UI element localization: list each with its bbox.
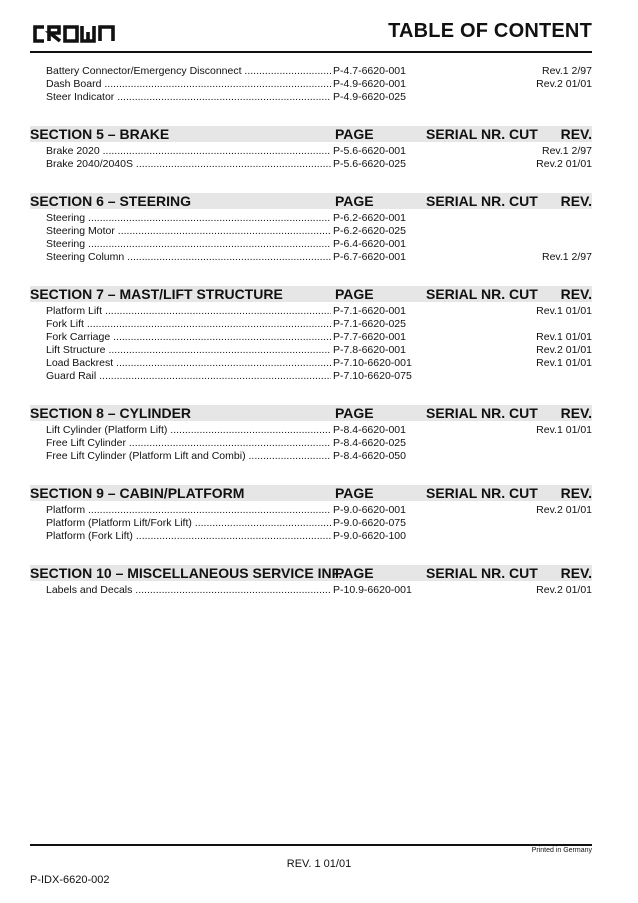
entry-name: Steering Column ..... [46,251,331,264]
entry-page: P-7.1-6620-001 [333,305,406,317]
entry-page: P-4.9-6620-001 [333,78,406,90]
toc-entry [30,91,592,104]
toc-entry [30,344,592,357]
printed-in-note: Printed in Germany [531,847,592,854]
toc-entry [30,331,592,344]
entry-page: P-5.6-6620-025 [333,158,406,170]
entry-name: Guard Rail ..... [46,370,331,383]
entry-revision: Rev.1 01/01 [536,424,592,436]
rev-column-header: REV. [560,405,592,421]
entry-revision: Rev.2 01/01 [536,78,592,90]
entry-name: Battery Connector/Emergency Disconnect ..... [46,65,331,78]
entry-page: P-6.7-6620-001 [333,251,406,263]
section-header [30,405,592,421]
entry-name: Platform (Fork Lift) ..... [46,530,331,543]
entry-revision: Rev.1 01/01 [536,331,592,343]
toc-entry [30,251,592,264]
page-column-header: PAGE [335,193,374,209]
serial-column-header: SERIAL NR. CUT [426,193,538,209]
toc-entry [30,424,592,437]
serial-column-header: SERIAL NR. CUT [426,126,538,142]
toc-entry [30,530,592,543]
toc-section [30,405,592,463]
page-column-header: PAGE [335,565,374,581]
entry-page: P-8.4-6620-050 [333,450,406,462]
entry-page: P-6.2-6620-001 [333,212,406,224]
toc-entry [30,370,592,383]
section-title: SECTION 9 – CABIN/PLATFORM [30,485,245,501]
toc-section [30,565,592,597]
toc-section [30,485,592,543]
toc-section [30,126,592,171]
entry-revision: Rev.2 01/01 [536,344,592,356]
rev-column-header: REV. [560,485,592,501]
entry-revision: Rev.1 2/97 [541,65,592,77]
entry-page: P-7.1-6620-025 [333,318,406,330]
serial-column-header: SERIAL NR. CUT [426,565,538,581]
page-column-header: PAGE [335,126,374,142]
entry-page: P-4.7-6620-001 [333,65,406,77]
page-column-header: PAGE [335,405,374,421]
entry-page: P-8.4-6620-025 [333,437,406,449]
entry-name: Fork Carriage ..... [46,331,331,344]
toc-entry [30,504,592,517]
toc-entry [30,78,592,91]
rev-column-header: REV. [560,565,592,581]
entry-name: Fork Lift ..... [46,318,331,331]
entry-name: Brake 2040/2040S ..... [46,158,331,171]
section-title: SECTION 6 – STEERING [30,193,192,209]
entry-name: Labels and Decals ..... [46,584,331,597]
toc-entry [30,145,592,158]
toc-entry [30,65,592,78]
section-header [30,126,592,142]
page-title: TABLE OF CONTENT [388,20,592,42]
entry-name: Platform (Platform Lift/Fork Lift) ..... [46,517,331,530]
entry-name: Platform Lift ..... [46,305,331,318]
top-divider [30,51,592,53]
entry-name: Lift Structure ..... [46,344,331,357]
entry-page: P-7.7-6620-001 [333,331,406,343]
toc-entry [30,305,592,318]
toc-entry [30,225,592,238]
document-code: P-IDX-6620-002 [30,874,110,886]
toc-entry [30,357,592,370]
entry-page: P-7.10-6620-001 [333,357,412,369]
entry-page: P-9.0-6620-100 [333,530,406,542]
toc-entry [30,238,592,251]
rev-column-header: REV. [560,286,592,302]
entry-revision: Rev.1 2/97 [541,145,592,157]
serial-column-header: SERIAL NR. CUT [426,485,538,501]
rev-column-header: REV. [560,193,592,209]
entry-name: Free Lift Cylinder (Platform Lift and Combi) ..... [46,450,331,463]
toc-entry [30,212,592,225]
entry-page: P-9.0-6620-075 [333,517,406,529]
toc-section [30,286,592,383]
entry-name: Steer Indicator ..... [46,91,331,104]
entry-page: P-6.2-6620-025 [333,225,406,237]
footer-revision: REV. 1 01/01 [286,858,352,870]
entry-name: Platform ..... [46,504,331,517]
page-column-header: PAGE [335,485,374,501]
entry-page: P-9.0-6620-001 [333,504,406,516]
toc-entry [30,158,592,171]
section-header [30,286,592,302]
section-header [30,485,592,501]
entry-revision: Rev.1 01/01 [536,305,592,317]
entry-name: Brake 2020 ..... [46,145,331,158]
entry-name: Steering ..... [46,212,331,225]
section-title: SECTION 8 – CYLINDER [30,405,192,421]
toc-entry [30,584,592,597]
section-title: SECTION 7 – MAST/LIFT STRUCTURE [30,286,283,302]
section-header [30,193,592,209]
toc-entry [30,517,592,530]
entry-name: Load Backrest ..... [46,357,331,370]
toc-entry [30,450,592,463]
entry-name: Lift Cylinder (Platform Lift) ..... [46,424,331,437]
entry-revision: Rev.1 2/97 [541,251,592,263]
entry-page: P-4.9-6620-025 [333,91,406,103]
crown-logo [30,22,116,44]
entry-revision: Rev.2 01/01 [536,158,592,170]
serial-column-header: SERIAL NR. CUT [426,286,538,302]
toc-entry [30,318,592,331]
table-of-contents [30,65,592,619]
entry-revision: Rev.2 01/01 [536,504,592,516]
section-title: SECTION 5 – BRAKE [30,126,170,142]
rev-column-header: REV. [560,126,592,142]
bottom-divider [30,844,592,846]
section-title: SECTION 10 – MISCELLANEOUS SERVICE INF. [30,565,343,581]
entry-page: P-8.4-6620-001 [333,424,406,436]
toc-section [30,193,592,264]
entry-name: Steering ..... [46,238,331,251]
entry-page: P-7.10-6620-075 [333,370,412,382]
entry-page: P-5.6-6620-001 [333,145,406,157]
toc-entry [30,437,592,450]
section-header [30,565,592,581]
entry-page: P-10.9-6620-001 [333,584,412,596]
entry-revision: Rev.2 01/01 [536,584,592,596]
serial-column-header: SERIAL NR. CUT [426,405,538,421]
entry-name: Free Lift Cylinder ..... [46,437,331,450]
entry-page: P-7.8-6620-001 [333,344,406,356]
entry-revision: Rev.1 01/01 [536,357,592,369]
page-column-header: PAGE [335,286,374,302]
entry-name: Steering Motor ..... [46,225,331,238]
entry-page: P-6.4-6620-001 [333,238,406,250]
toc-section [30,65,592,104]
entry-name: Dash Board ..... [46,78,331,91]
